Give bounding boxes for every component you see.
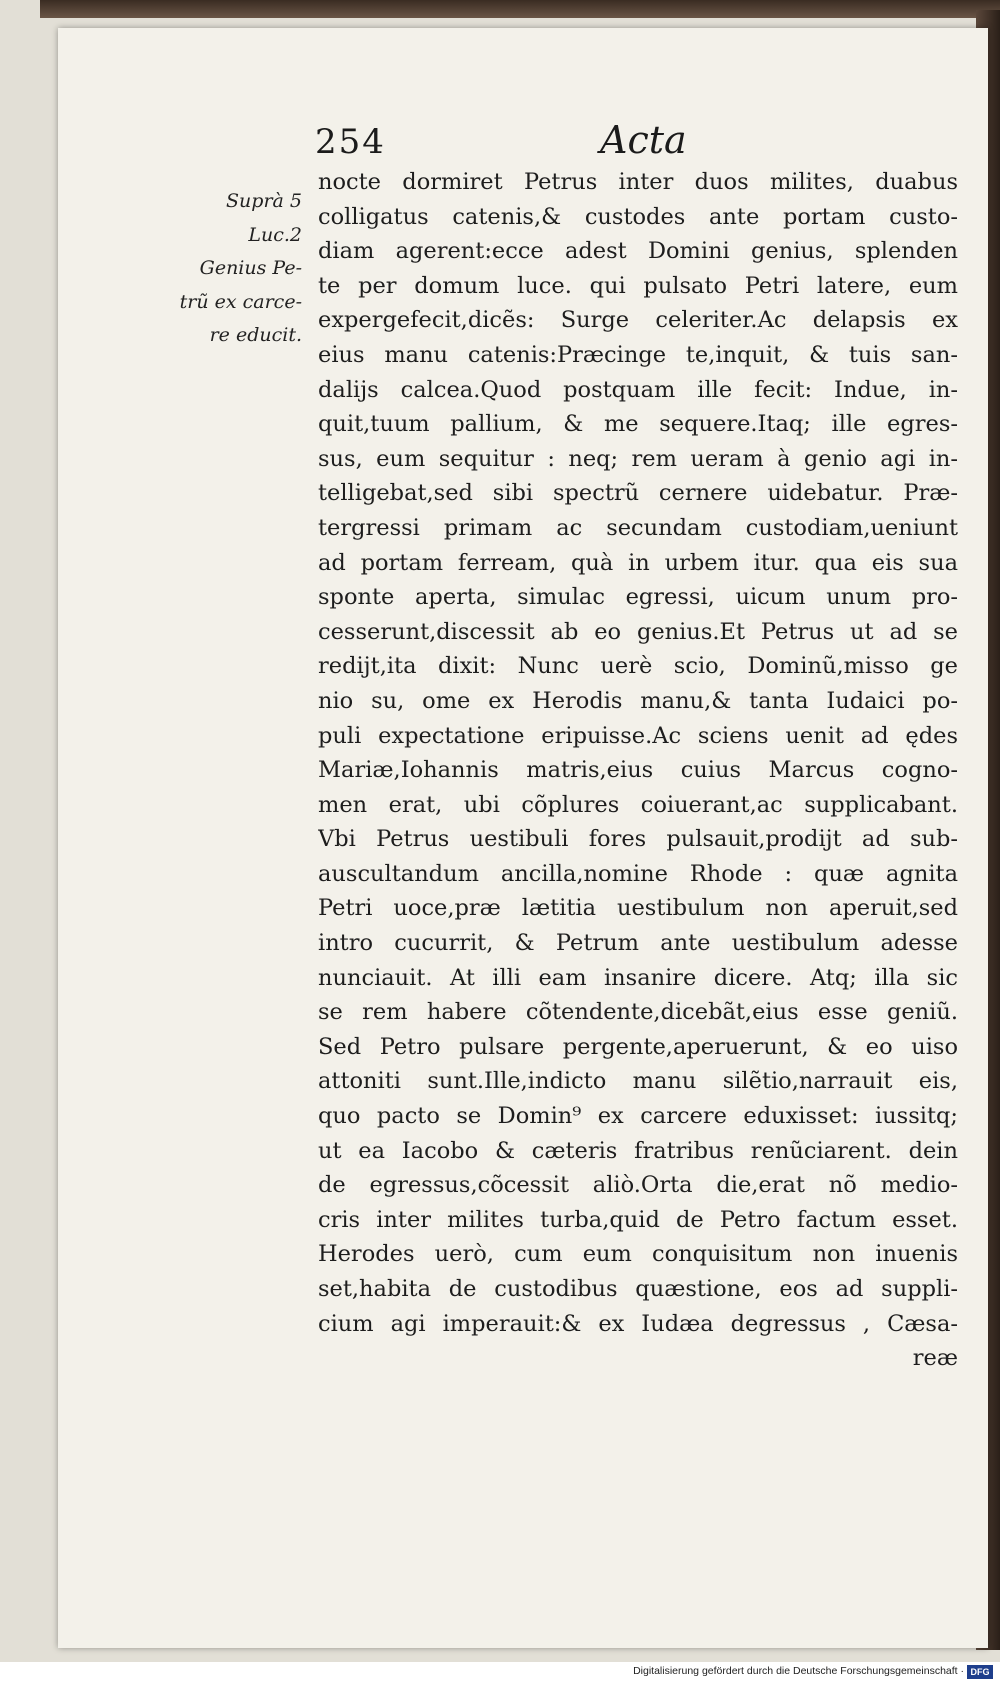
text-line: redijt,ita dixit: Nunc uerè scio, Dominũ,misso ge [318, 653, 958, 680]
margin-note-line: re educit. [209, 324, 302, 347]
text-line: colligatus catenis,& custodes ante portam custo- [318, 203, 958, 230]
text-line: eius manu catenis:Præcinge te,inquit, & tuis san- [318, 341, 958, 368]
text-line: te per domum luce. qui pulsato Petri latere, eum [318, 272, 958, 299]
text-line: nocte dormiret Petrus inter duos milites, duabus [318, 169, 958, 195]
margin-note-line: Luc.2 [248, 223, 302, 246]
book-edge-top [40, 0, 1000, 18]
text-line: dalijs calcea.Quod postquam ille fecit: Indue, in- [318, 376, 958, 403]
text-line: expergefecit,dicẽs: Surge celeriter.Ac delapsis ex [318, 307, 958, 334]
text-line: Mariæ,Iohannis matris,eius cuius Marcus cogno- [318, 757, 958, 784]
text-line: quit,tuum pallium, & me sequere.Itaq; ille egres- [318, 411, 958, 438]
text-line: set,habita de custodibus quæstione, eos ad suppli- [318, 1276, 958, 1302]
footer-credit: Digitalisierung gefördert durch die Deutsche Forschungsgemeinschaft · [633, 1665, 964, 1677]
text-line: attoniti sunt.Ille,indicto manu silẽtio,narrauit eis, [318, 1068, 958, 1095]
text-line: cium agi imperauit:& ex Iudæa degressus , Cæsa- [318, 1310, 958, 1337]
text-line: se rem habere cõtendente,dicebãt,eius esse geniũ. [318, 999, 958, 1026]
text-line: nio su, ome ex Herodis manu,& tanta Iudaici po- [318, 687, 958, 714]
catchword: reæ [912, 1345, 958, 1372]
page-number: 254 [315, 122, 386, 162]
text-line: de egressus,cõcessit aliò.Orta die,erat nõ medio- [318, 1172, 958, 1199]
text-line: sponte aperta, simulac egressi, uicum unum pro- [318, 584, 958, 611]
body-text [318, 165, 958, 1376]
margin-note-line: Genius Pe- [199, 257, 302, 280]
text-line: Herodes uerò, cum eum conquisitum non inuenis [318, 1241, 958, 1268]
text-line: men erat, ubi cõplures coiuerant,ac supplicabant. [318, 791, 958, 818]
text-line: Vbi Petrus uestibuli fores pulsauit,prodijt ad sub- [318, 826, 958, 853]
text-line: intro cucurrit, & Petrum ante uestibulum adesse [318, 930, 958, 957]
margin-notes [140, 185, 302, 353]
dfg-logo: DFG [967, 1665, 993, 1679]
text-line: auscultandum ancilla,nomine Rhode : quæ agnita [318, 860, 958, 887]
text-line: diam agerent:ecce adest Domini genius, splenden [318, 238, 958, 265]
text-line: sus, eum sequitur : neq; rem ueram à genio agi in- [318, 445, 958, 472]
text-line: puli expectatione eripuisse.Ac sciens uenit ad ędes [318, 722, 958, 749]
running-head: Acta [600, 118, 687, 162]
text-line: ut ea Iacobo & cæteris fratribus renũciarent. dein [318, 1137, 958, 1164]
margin-note-line: trũ ex carce- [179, 290, 302, 313]
text-line: Petri uoce,præ lætitia uestibulum non aperuit,sed [318, 895, 958, 922]
text-line: ad portam ferream, quà in urbem itur. qua eis sua [318, 549, 958, 576]
text-line: cris inter milites turba,quid de Petro factum esset. [318, 1206, 958, 1233]
text-line: cesserunt,discessit ab eo genius.Et Petrus ut ad se [318, 618, 958, 645]
text-line: tergressi primam ac secundam custodiam,ueniunt [318, 514, 958, 541]
text-line: telligebat,sed sibi spectrũ cernere uidebatur. Præ- [318, 480, 958, 507]
text-line: quo pacto se Domin⁹ ex carcere eduxisset: iussitq; [318, 1103, 958, 1130]
margin-note-line: Suprà 5 [226, 190, 302, 212]
text-line: nunciauit. At illi eam insanire dicere. Atq; illa sic [318, 964, 958, 991]
text-line: Sed Petro pulsare pergente,aperuerunt, & eo uiso [318, 1033, 958, 1060]
